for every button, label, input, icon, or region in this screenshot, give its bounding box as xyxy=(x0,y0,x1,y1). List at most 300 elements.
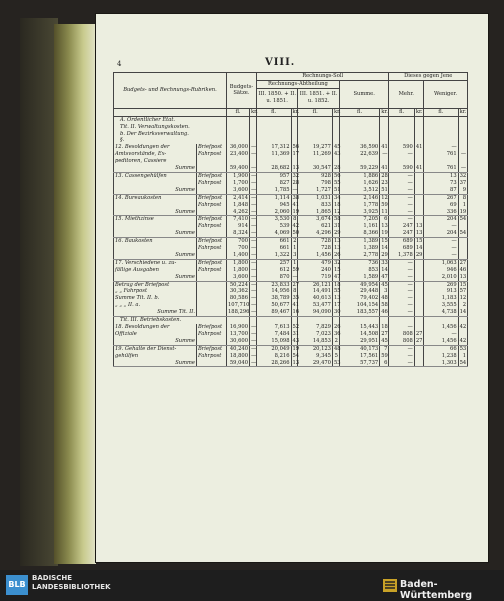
cell-c1: 11,369 xyxy=(256,151,291,158)
row-label: „ „ Fahrpost xyxy=(114,288,197,295)
cell-bk: — xyxy=(251,201,257,208)
cell-wk xyxy=(458,331,467,338)
cell-c1k: 42 xyxy=(292,223,300,230)
cell-c1: 1,785 xyxy=(256,187,291,194)
cell-c1: 7,613 xyxy=(256,324,291,331)
cell-c1: 15,098 xyxy=(256,338,291,345)
cell-s: 22,639 xyxy=(339,151,379,158)
sum-row xyxy=(114,252,468,259)
empty-cell xyxy=(291,137,298,144)
cell-w: — xyxy=(424,238,459,245)
row-sublabel xyxy=(197,281,227,288)
cell-s: 40,173 xyxy=(339,345,379,352)
empty-cell xyxy=(424,317,459,324)
cell-s: 59,229 xyxy=(339,165,379,172)
library-name-line2: LANDESBIBLIOTHEK xyxy=(32,583,111,591)
cell-c2k: 18 xyxy=(333,281,341,288)
empty-cell xyxy=(291,124,298,131)
cell-mk xyxy=(414,309,423,316)
section-row xyxy=(114,137,468,144)
row-label: 12. Besoldungen der xyxy=(114,144,197,151)
cell-b: 1,700 xyxy=(226,180,249,187)
cell-c2: 94,090 xyxy=(298,309,333,316)
cell-c1k: 19 xyxy=(292,208,300,215)
sum-row xyxy=(114,165,468,172)
cell-s: 2,778 xyxy=(339,252,379,259)
cell-sk: 12 xyxy=(381,194,388,201)
empty-cell xyxy=(389,317,414,324)
cell-w: 946 xyxy=(424,267,459,274)
header-col1: III. 1850. + II. u. 1851. xyxy=(256,88,297,108)
cell-bk: — xyxy=(251,194,257,201)
cell-s xyxy=(339,158,379,165)
cell-wk xyxy=(458,158,467,165)
cell-m: — xyxy=(389,302,414,309)
table-row xyxy=(114,216,468,223)
cell-c2k: 48 xyxy=(333,345,341,352)
cell-c1: 7,484 xyxy=(256,331,291,338)
cell-c1: 870 xyxy=(256,274,291,281)
cell-c1k: 8 xyxy=(291,216,298,223)
cell-c1: 1,322 xyxy=(256,252,291,259)
cell-c2k: 43 xyxy=(333,151,341,158)
cell-c2k: 56 xyxy=(333,172,341,179)
cell-c1: 50,677 xyxy=(256,302,291,309)
row-label: Amtsvorstände, Ex- xyxy=(114,151,197,158)
row-label: Summe xyxy=(114,252,197,259)
cell-wk: 42 xyxy=(459,324,467,330)
cell-w: 1,303 xyxy=(424,360,459,367)
cell-c1: 539 xyxy=(256,223,291,230)
cell-sk: 45 xyxy=(381,337,388,344)
cell-mk: 29 xyxy=(415,251,423,258)
cell-s: 1,589 xyxy=(339,274,379,281)
cell-w: 4,738 xyxy=(424,309,459,316)
empty-cell xyxy=(339,317,379,324)
cell-b: 18,800 xyxy=(226,353,249,360)
cell-c2k: 36 xyxy=(333,330,341,337)
cell-c1k: 17 xyxy=(292,151,300,158)
cell-bk: — xyxy=(251,208,257,215)
cell-wk xyxy=(458,252,467,259)
empty-cell xyxy=(424,137,459,144)
empty-cell xyxy=(380,116,389,123)
row-label: „ „ „ II. a. xyxy=(114,302,197,309)
empty-cell xyxy=(291,317,298,324)
cell-c2: 833 xyxy=(298,202,333,209)
empty-cell xyxy=(458,131,467,138)
empty-cell xyxy=(298,317,333,324)
empty-cell xyxy=(424,116,459,123)
cell-wk: 54 xyxy=(459,359,467,366)
cell-bk: — xyxy=(251,238,257,245)
cell-bk: — xyxy=(251,223,257,230)
cell-mk xyxy=(414,324,423,331)
cell-c2: 26,121 xyxy=(298,281,333,288)
row-label: 16. Baukosten xyxy=(114,238,197,245)
empty-cell xyxy=(298,137,333,144)
cell-b: 30,362 xyxy=(226,288,249,295)
empty-cell xyxy=(298,116,333,123)
cell-bk: — xyxy=(251,245,257,252)
row-label: Summe xyxy=(114,187,197,194)
cell-c1: 661 xyxy=(256,245,291,252)
row-sublabel: Fahrpost xyxy=(197,353,227,360)
budget-table xyxy=(113,72,468,367)
row-label xyxy=(114,202,197,209)
unit-kr: kr. xyxy=(415,108,423,115)
empty-cell xyxy=(226,131,249,138)
cell-b: 23,400 xyxy=(226,151,249,158)
cell-b: 50,224 xyxy=(226,281,249,288)
cell-s: 853 xyxy=(339,267,379,274)
cell-s: 104,154 xyxy=(339,302,379,309)
cell-bk: — xyxy=(251,302,257,309)
cell-b: 16,900 xyxy=(226,324,249,331)
cell-s: 15,443 xyxy=(339,324,379,331)
cell-mk xyxy=(414,151,423,158)
cell-bk: — xyxy=(251,352,257,359)
cell-c2k: 53 xyxy=(333,359,341,366)
cell-sk: 51 xyxy=(381,186,388,193)
unit-fl: fl. xyxy=(256,108,291,116)
table-row xyxy=(114,288,468,295)
cell-m: — xyxy=(389,360,414,367)
cell-w: 1,063 xyxy=(424,259,459,266)
cell-s: 14,508 xyxy=(339,331,379,338)
cell-mk xyxy=(414,288,423,295)
cell-c1k: 2 xyxy=(291,238,298,245)
empty-cell xyxy=(424,131,459,138)
row-label: Betrag der Briefpost xyxy=(114,281,197,288)
empty-cell xyxy=(424,124,459,131)
cell-s: 3,925 xyxy=(339,209,379,216)
cell-c2k: 45 xyxy=(333,144,341,151)
empty-cell xyxy=(380,317,389,324)
row-sublabel: Briefpost xyxy=(197,238,227,245)
cell-c2k: 15 xyxy=(333,266,341,273)
cell-sk: 59 xyxy=(381,352,388,359)
row-sublabel: Fahrpost xyxy=(197,245,227,252)
cell-mk: 27 xyxy=(415,337,423,344)
cell-bk: — xyxy=(251,251,257,258)
cell-w: 1,456 xyxy=(424,338,459,345)
cell-sk: 33 xyxy=(381,259,388,266)
header-mehr: Mehr. xyxy=(389,80,424,108)
cell-wk: 14 xyxy=(459,309,467,316)
cell-c2k: 47 xyxy=(333,273,341,280)
sum-row xyxy=(114,274,468,281)
cell-w: 3,555 xyxy=(424,302,459,309)
cell-m: — xyxy=(389,324,414,331)
cell-bk: — xyxy=(251,359,257,366)
empty-cell xyxy=(414,137,423,144)
cell-c2k: 30 xyxy=(333,309,341,316)
cell-s: 49,954 xyxy=(339,281,379,288)
sum-row xyxy=(114,209,468,216)
unit-fl: fl. xyxy=(298,108,333,116)
section-label: A. Ordentlicher Etat. xyxy=(114,116,227,123)
cell-mk: 13 xyxy=(415,230,423,237)
header-weniger: Weniger. xyxy=(424,80,468,108)
cell-wk: 54 xyxy=(459,230,467,237)
empty-cell xyxy=(250,131,257,138)
row-label: 14. Bureaukosten xyxy=(114,194,197,201)
cell-wk: 53 xyxy=(459,345,467,352)
row-label: Summe xyxy=(114,209,197,216)
row-sublabel xyxy=(197,230,227,237)
cell-w: 204 xyxy=(424,216,459,223)
empty-cell xyxy=(389,137,414,144)
table-body xyxy=(114,116,468,367)
cell-c1: 257 xyxy=(256,259,291,266)
cell-s: 183,557 xyxy=(339,309,379,316)
cell-wk xyxy=(458,144,467,151)
sum-row xyxy=(114,338,468,345)
table-row xyxy=(114,144,468,151)
cell-c2k: 51 xyxy=(333,186,341,193)
cell-m: — xyxy=(389,267,414,274)
page-number: 4 xyxy=(117,60,122,68)
row-sublabel xyxy=(197,309,227,316)
cell-c2k: 34 xyxy=(333,194,341,201)
cell-wk: 12 xyxy=(459,295,467,302)
cell-c2: 240 xyxy=(298,267,333,274)
cell-wk xyxy=(458,223,467,230)
cell-mk: 15 xyxy=(415,238,423,245)
cell-c2k: 5 xyxy=(332,353,339,360)
sum-row xyxy=(114,360,468,367)
cell-wk: 1 xyxy=(458,353,467,360)
cell-c2k: 29 xyxy=(333,230,341,237)
unit-fl: fl. xyxy=(226,108,249,116)
cell-mk xyxy=(414,194,423,201)
blb-logo: BLB xyxy=(6,575,28,595)
cell-s: 8,366 xyxy=(339,230,379,237)
cell-m: — xyxy=(389,259,414,266)
empty-cell xyxy=(226,124,249,131)
cell-s: 36,590 xyxy=(339,144,379,151)
cell-mk xyxy=(414,259,423,266)
row-sublabel: Fahrpost xyxy=(197,151,227,158)
empty-cell xyxy=(339,137,379,144)
cell-b: 700 xyxy=(226,238,249,245)
cell-bk: — xyxy=(251,186,257,193)
cell-s: 57,737 xyxy=(339,360,379,367)
cell-m: — xyxy=(389,172,414,179)
table-row xyxy=(114,281,468,288)
cell-c1k: 54 xyxy=(292,352,300,359)
cell-m: — xyxy=(389,151,414,158)
cell-wk: 57 xyxy=(459,288,467,295)
cell-w: 336 xyxy=(424,209,459,216)
unit-fl: fl. xyxy=(389,108,414,116)
row-sublabel xyxy=(197,252,227,259)
cell-c2k: 17 xyxy=(333,302,341,309)
cell-w: 913 xyxy=(424,288,459,295)
cell-sk: 6 xyxy=(380,216,389,223)
cell-w: 1,456 xyxy=(424,324,459,331)
empty-cell xyxy=(458,317,467,324)
empty-cell xyxy=(389,124,414,131)
cell-c2k xyxy=(332,158,339,165)
row-sublabel xyxy=(197,187,227,194)
cell-c1: 89,467 xyxy=(256,309,291,316)
cell-mk xyxy=(414,187,423,194)
table-row xyxy=(114,345,468,352)
cell-s: 17,561 xyxy=(339,353,379,360)
cell-c2k: 58 xyxy=(333,216,341,223)
cell-b: 80,586 xyxy=(226,295,249,302)
cell-bk: — xyxy=(251,230,257,237)
empty-cell xyxy=(414,116,423,123)
cell-sk: 7 xyxy=(380,345,389,352)
empty-cell xyxy=(250,124,257,131)
cell-mk xyxy=(414,216,423,223)
cell-b: 3,600 xyxy=(226,274,249,281)
cell-wk: 27 xyxy=(459,259,467,266)
cell-sk: 46 xyxy=(381,309,388,316)
row-sublabel: Briefpost xyxy=(197,194,227,201)
cell-m: 808 xyxy=(389,331,414,338)
cell-b: 7,410 xyxy=(226,216,249,223)
cell-c1: 28,682 xyxy=(256,165,291,172)
row-label: peditoren, Cassiere xyxy=(114,158,197,165)
cell-b: 4,262 xyxy=(226,209,249,216)
cell-b: 36,000 xyxy=(226,144,249,151)
cell-c1: 1,114 xyxy=(256,194,291,201)
cell-w: — xyxy=(424,252,459,259)
empty-cell xyxy=(380,131,389,138)
library-name xyxy=(32,574,111,592)
table-row xyxy=(114,238,468,245)
cell-w: 204 xyxy=(424,230,459,237)
cell-sk: 45 xyxy=(381,281,388,288)
empty-cell xyxy=(458,137,467,144)
cell-b: 30,600 xyxy=(226,338,249,345)
cell-m xyxy=(389,158,414,165)
unit-kr: kr. xyxy=(292,108,300,115)
cell-b: 8,324 xyxy=(226,230,249,237)
cell-c2: 719 xyxy=(298,274,333,281)
cell-m: 689 xyxy=(389,238,414,245)
row-label: Summe Tit. II. xyxy=(114,309,197,316)
row-label: fällige Ausgaben xyxy=(114,267,197,274)
cell-mk xyxy=(414,209,423,216)
cell-c2: 479 xyxy=(298,259,333,266)
sum-row xyxy=(114,187,468,194)
empty-cell xyxy=(389,131,414,138)
row-sublabel: Fahrpost xyxy=(197,331,227,338)
cell-mk xyxy=(414,274,423,281)
row-sublabel xyxy=(197,302,227,309)
cell-c2: 728 xyxy=(298,245,333,252)
empty-cell xyxy=(256,131,291,138)
sum-row xyxy=(114,230,468,237)
cell-c2: 1,727 xyxy=(298,187,333,194)
cell-sk: 58 xyxy=(381,302,388,309)
cell-mk: 27 xyxy=(415,330,423,337)
cell-c2: 1,865 xyxy=(298,209,333,216)
empty-cell xyxy=(332,131,339,138)
cell-b xyxy=(226,158,249,165)
cell-s: 1,389 xyxy=(339,238,379,245)
empty-cell xyxy=(250,317,257,324)
section-row xyxy=(114,317,468,324)
cell-c1k: 31 xyxy=(292,330,300,337)
left-page-edge xyxy=(20,18,58,566)
cell-w xyxy=(424,158,459,165)
empty-cell xyxy=(414,124,423,131)
empty-cell xyxy=(226,137,249,144)
cell-w: 761 xyxy=(424,165,459,172)
table-row xyxy=(114,223,468,230)
cell-c2: 798 xyxy=(298,180,333,187)
cell-bk: — xyxy=(251,295,257,302)
cell-c2k: 2 xyxy=(332,338,339,345)
cell-sk: 6 xyxy=(380,360,389,367)
cell-sk: 47 xyxy=(381,273,388,280)
cell-w: 69 xyxy=(424,202,459,209)
cell-sk: 14 xyxy=(381,266,388,273)
cell-c1k: 3 xyxy=(291,252,298,259)
cell-wk: 42 xyxy=(459,337,467,344)
cell-bk: — xyxy=(251,309,257,316)
cell-bk: — xyxy=(251,216,257,223)
empty-cell xyxy=(414,131,423,138)
unit-kr: kr. xyxy=(333,108,341,115)
cell-c1: 957 xyxy=(256,172,291,179)
cell-c2: 4,296 xyxy=(298,230,333,237)
cell-b: 40,240 xyxy=(226,345,249,352)
empty-cell xyxy=(291,131,298,138)
cell-b: 1,800 xyxy=(226,259,249,266)
cell-mk xyxy=(414,302,423,309)
row-sublabel: Fahrpost xyxy=(197,180,227,187)
cell-bk xyxy=(250,158,257,165)
cell-wk: 54 xyxy=(459,216,467,223)
row-label: 17. Verschiedene u. zu- xyxy=(114,259,197,266)
table-row xyxy=(114,324,468,331)
header-budget: Budgets-Sätze. xyxy=(226,73,256,109)
section-label: b. Der Bezirksverwaltung. xyxy=(114,131,227,138)
cell-b: 914 xyxy=(226,223,249,230)
cell-wk: — xyxy=(458,151,467,158)
cell-c2: 1,031 xyxy=(298,194,333,201)
cell-c1k: 59 xyxy=(292,266,300,273)
unit-kr: kr. xyxy=(459,108,467,115)
cell-c1: 612 xyxy=(256,267,291,274)
row-label: 13. Cassengehülfen xyxy=(114,172,197,179)
cell-c2k: 55 xyxy=(333,288,341,295)
cell-c1k: 19 xyxy=(292,345,300,352)
cell-c1k: 13 xyxy=(292,359,300,366)
row-label: 19. Gehalte der Dienst- xyxy=(114,345,197,352)
cell-bk: — xyxy=(251,144,257,151)
cell-c1k: — xyxy=(292,273,298,280)
cell-c1k: 41 xyxy=(292,201,300,208)
cell-sk: 59 xyxy=(381,201,388,208)
cell-c1k: 8 xyxy=(291,288,298,295)
cell-wk: — xyxy=(458,165,467,172)
cell-c1k: 28 xyxy=(292,179,300,186)
cell-w: 1,183 xyxy=(424,295,459,302)
cell-c2: 11,269 xyxy=(298,151,333,158)
cell-s: 1,886 xyxy=(339,172,379,179)
row-label xyxy=(114,245,197,252)
cell-bk: — xyxy=(251,345,257,352)
cell-m: — xyxy=(389,345,414,352)
